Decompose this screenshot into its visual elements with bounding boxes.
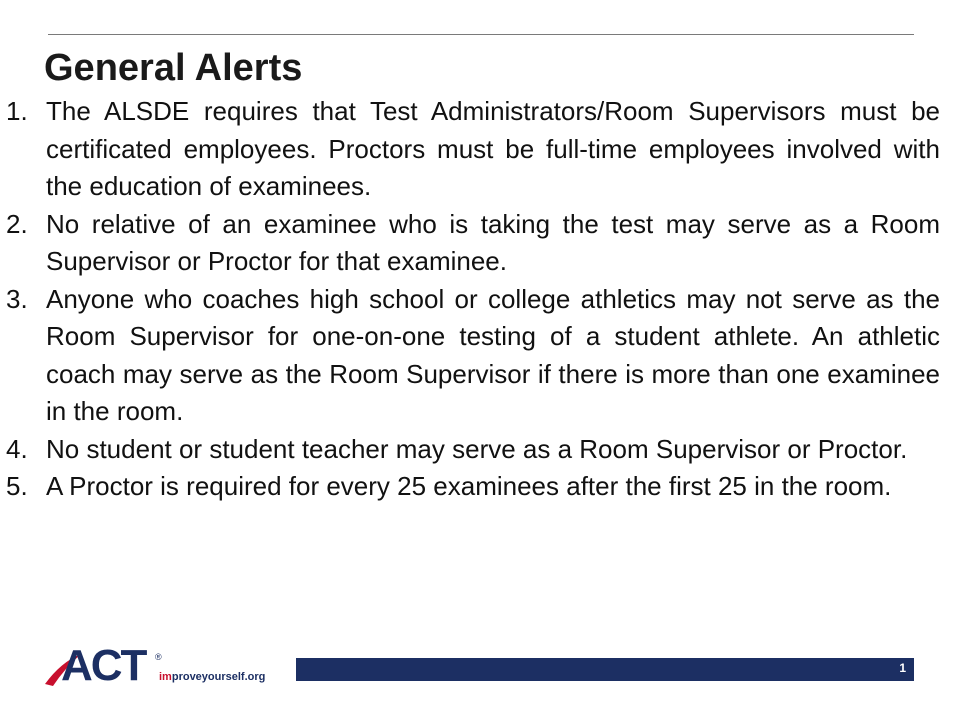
footer-bar bbox=[296, 658, 914, 681]
top-divider bbox=[48, 34, 914, 35]
alert-number: 2. bbox=[6, 208, 28, 239]
logo-wordmark: ACT bbox=[61, 641, 146, 690]
alert-text: No relative of an examinee who is taking the test may serve as a Room Supervisor or Proctor for that examinee. bbox=[46, 208, 940, 276]
alert-text: The ALSDE requires that Test Administrators/Room Supervisors must be certificated employees. Proctors must be full-time employees involved with the education of examinees. bbox=[46, 96, 940, 201]
alert-number: 3. bbox=[6, 283, 28, 314]
list-item bbox=[6, 93, 940, 206]
alert-number: 1. bbox=[6, 96, 28, 126]
list-item bbox=[6, 431, 940, 469]
slide-title: General Alerts bbox=[44, 47, 303, 89]
registered-mark: ® bbox=[155, 652, 162, 662]
alert-text: No student or student teacher may serve as a Room Supervisor or Proctor. bbox=[46, 433, 908, 464]
list-item bbox=[6, 206, 940, 281]
alerts-list bbox=[6, 93, 940, 506]
tagline-accent: im bbox=[159, 671, 172, 683]
alert-number: 5. bbox=[6, 471, 28, 501]
alert-number: 4. bbox=[6, 433, 28, 464]
list-item bbox=[6, 468, 940, 506]
list-item bbox=[6, 281, 940, 431]
tagline-rest: proveyourself.org bbox=[171, 671, 266, 683]
alert-text: Anyone who coaches high school or college athletics may not serve as the Room Supervisor for one-on-one testing of a student athlete. An athletic coach may serve as the Room Supervisor if there is more than one examinee in the room. bbox=[46, 283, 940, 426]
page-number: 1 bbox=[899, 661, 906, 675]
act-logo bbox=[43, 641, 283, 690]
alert-text: A Proctor is required for every 25 examinees after the first 25 in the room. bbox=[46, 471, 892, 501]
logo-tagline bbox=[159, 671, 265, 683]
